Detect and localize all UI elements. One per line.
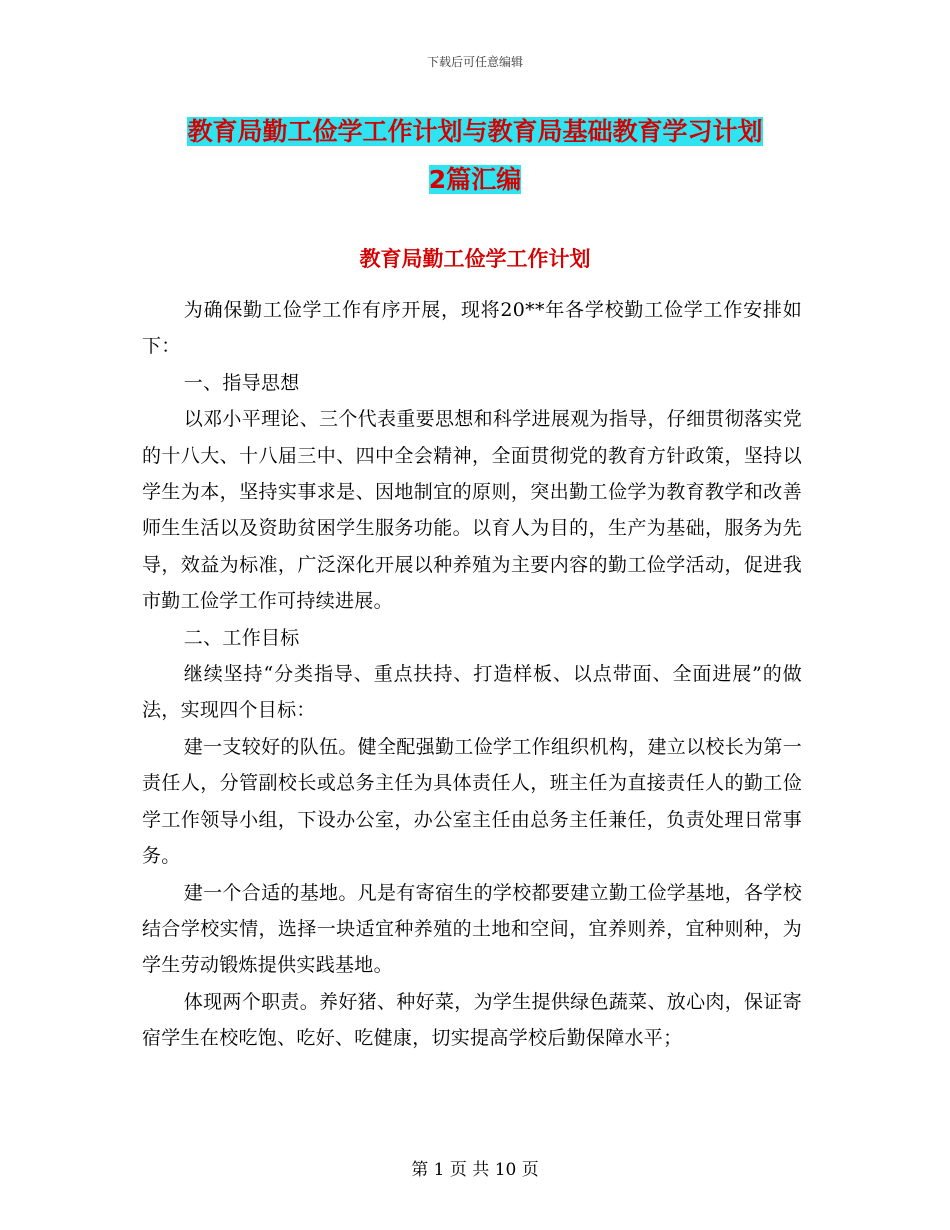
heading-work-goals: 二、工作目标 <box>183 626 300 649</box>
document-title-line1: 教育局勤工俭学工作计划与教育局基础教育学习计划 <box>187 117 763 146</box>
paragraph-team: 建一支较好的队伍。健全配强勤工俭学工作组织机构，建立以校长为第一责任人，分管副校长或总务主任为具体责任人，班主任为直接责任人的勤工俭学工作领导小组，下设办公室，办公室主任由总务主任兼任，负责处理日常事务。 <box>142 735 802 868</box>
body-text <box>142 292 802 1057</box>
paragraph-base: 建一个合适的基地。凡是有寄宿生的学校都要建立勤工俭学基地，各学校结合学校实情，选择一块适宜种养殖的土地和空间，宜养则养，宜种则种，为学生劳动锻炼提供实践基地。 <box>142 881 802 977</box>
page-footer: 第 1 页 共 10 页 <box>411 1160 539 1180</box>
document-title-line2: 2篇汇编 <box>428 165 522 194</box>
paragraph-intro: 为确保勤工俭学工作有序开展，现将20**年各学校勤工俭学工作安排如下： <box>142 299 802 358</box>
heading-guiding-ideology: 一、指导思想 <box>183 371 300 394</box>
paragraph-duties: 体现两个职责。养好猪、种好菜，为学生提供绿色蔬菜、放心肉，保证寄宿学生在校吃饱、吃好、吃健康，切实提高学校后勤保障水平； <box>142 990 802 1050</box>
section-title: 教育局勤工俭学工作计划 <box>359 247 591 271</box>
header-note: 下载后可任意编辑 <box>426 55 523 69</box>
document-title <box>140 108 810 204</box>
paragraph-guiding-ideology: 以邓小平理论、三个代表重要思想和科学进展观为指导，仔细贯彻落实党的十八大、十八届三中、四中全会精神，全面贯彻党的教育方针政策，坚持以学生为本，坚持实事求是、因地制宜的原则，突出勤工俭学为教育教学和改善师生生活以及资助贫困学生服务功能。以育人为目的，生产为基础，服务为先导，效益为标准，广泛深化开展以种养殖为主要内容的勤工俭学活动，促进我市勤工俭学工作可持续进展。 <box>142 408 802 613</box>
paragraph-work-goals: 继续坚持“分类指导、重点扶持、打造样板、以点带面、全面进展”的做法，实现四个目标： <box>142 663 802 722</box>
